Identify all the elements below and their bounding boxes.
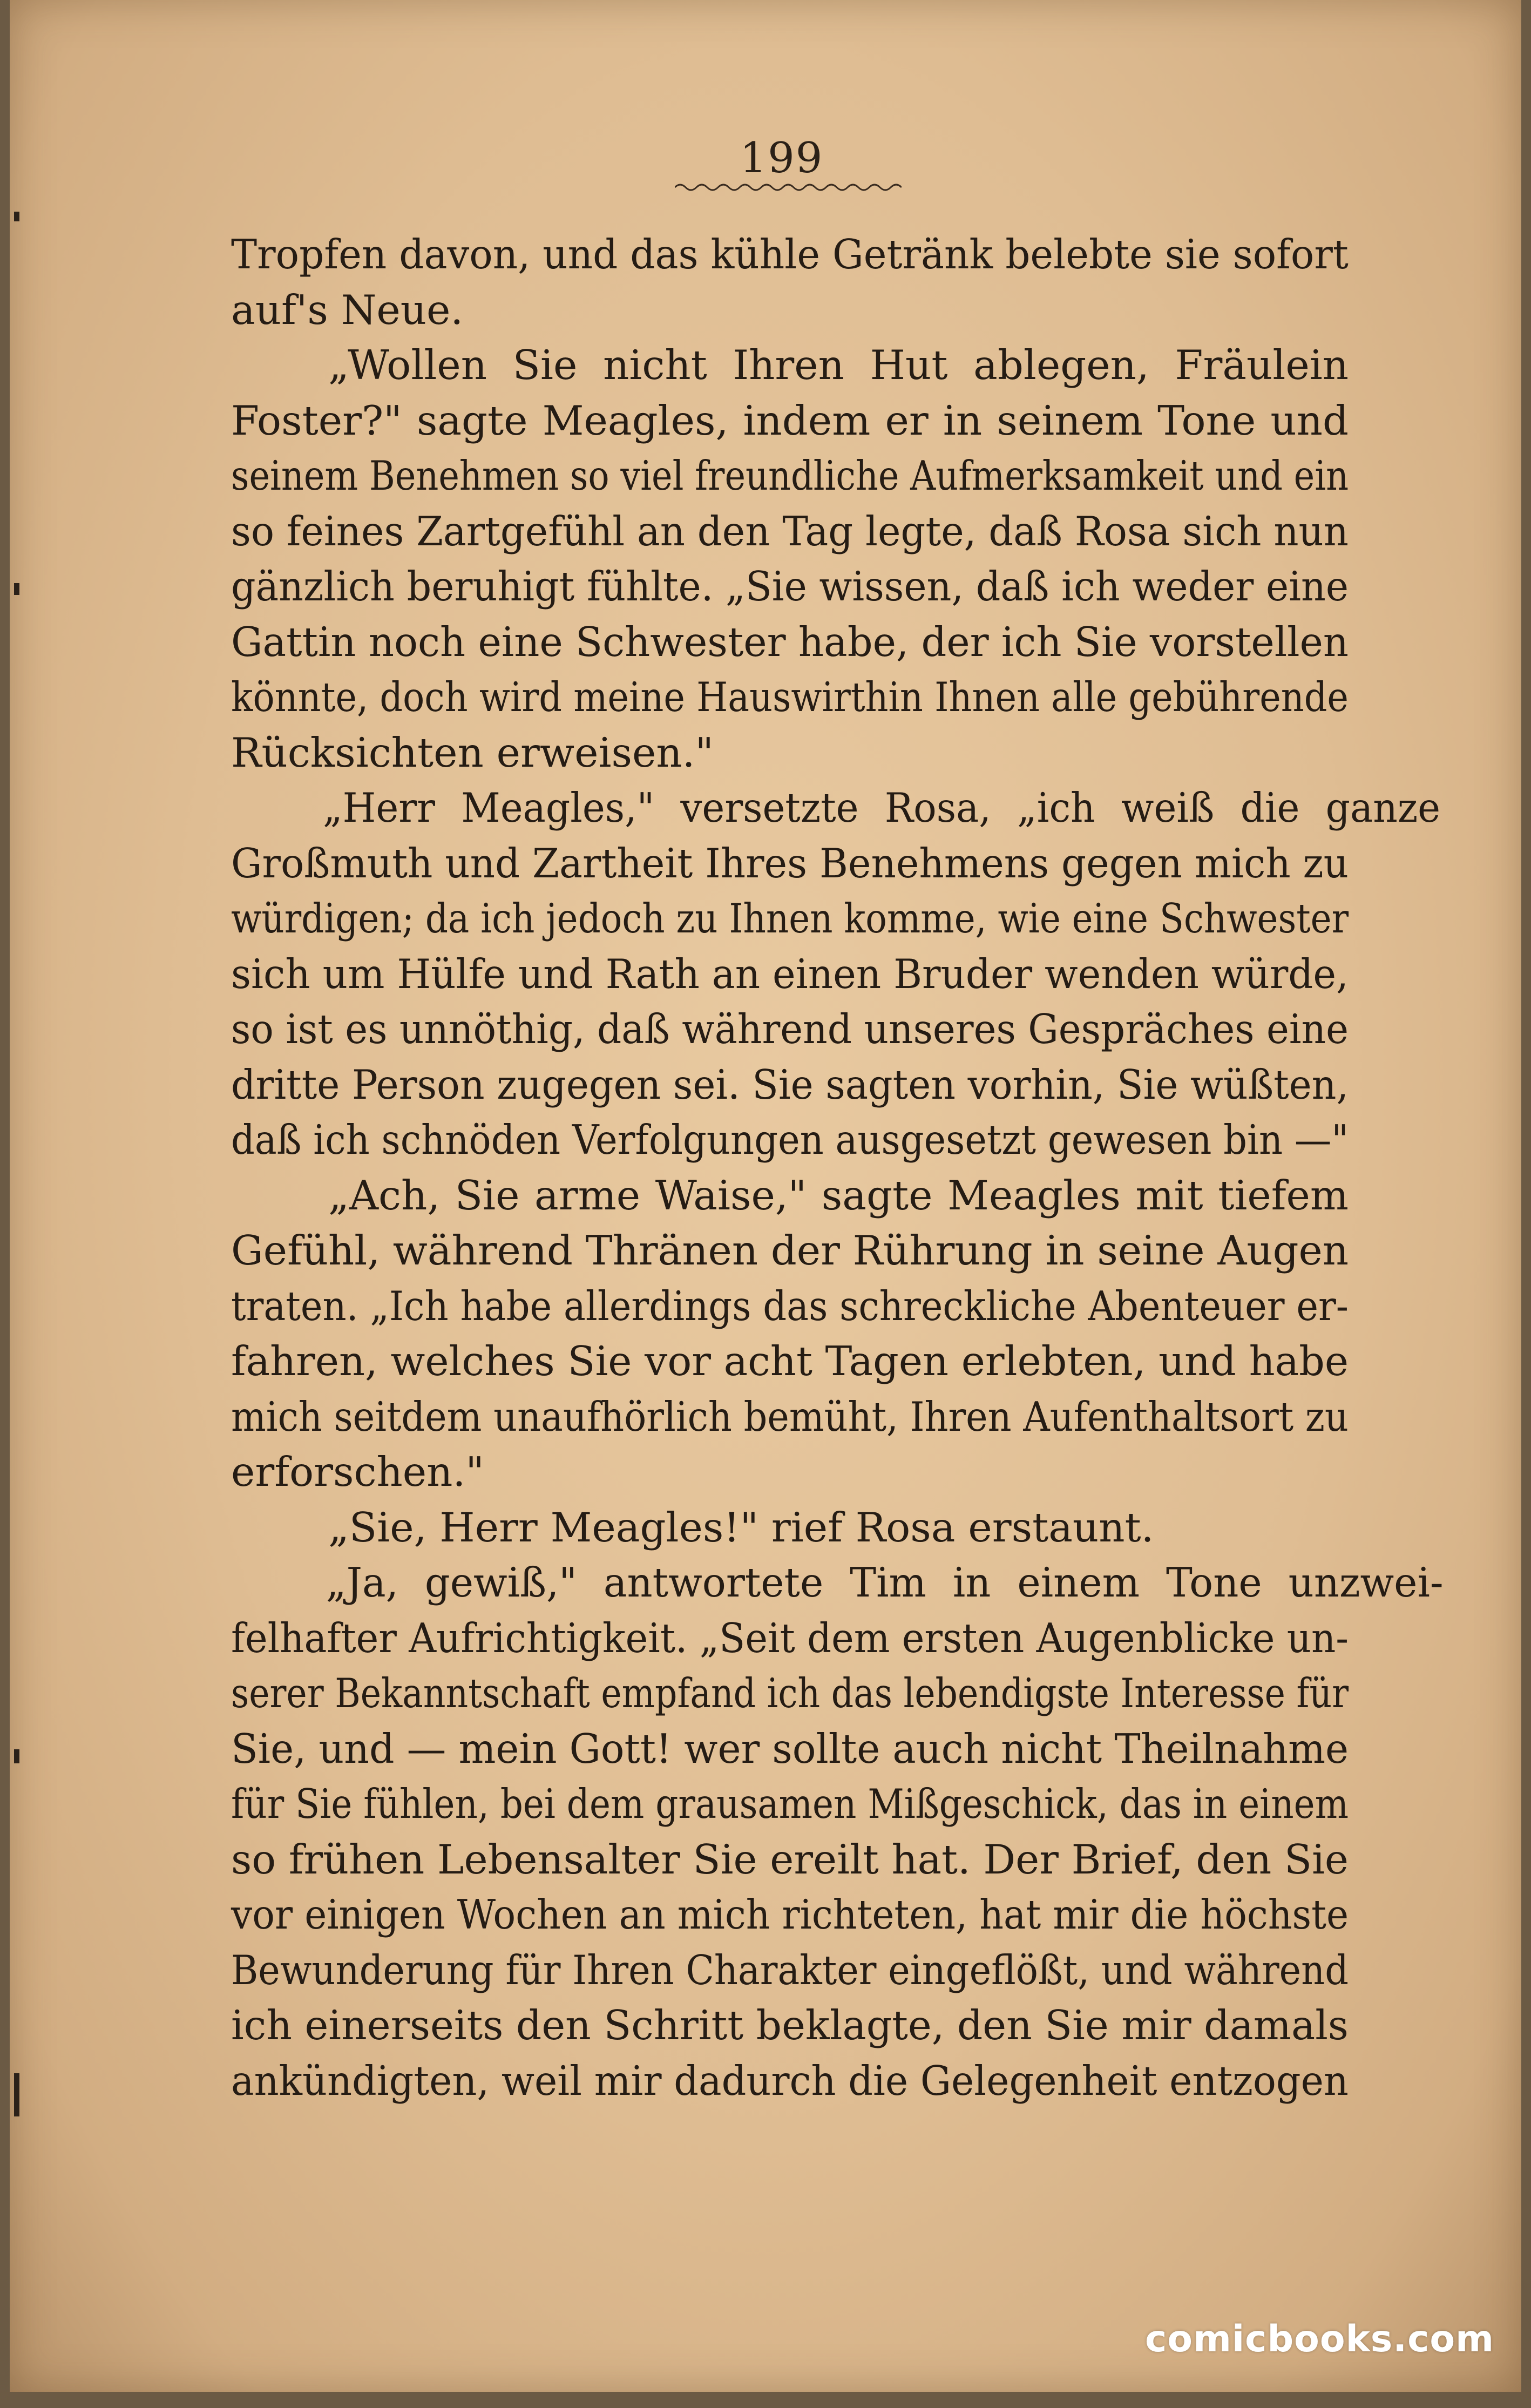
text-line: Gefühl, während Thränen der Rührung in seine Augen	[231, 1227, 1349, 1274]
ornament-divider	[675, 179, 902, 195]
text-line: so ist es unnöthig, daß während unseres Gespräches eine	[231, 1005, 1349, 1053]
text-line: Foster?" sagte Meagles, indem er in seinem Tone und	[231, 396, 1349, 444]
text-line: fahren, welches Sie vor acht Tagen erlebten, und habe	[231, 1337, 1349, 1385]
text-line: so feines Zartgefühl an den Tag legte, daß Rosa sich nun	[231, 507, 1349, 555]
body-text	[231, 227, 1444, 2108]
text-line: daß ich schnöden Verfolgungen ausgesetzt gewesen bin —"	[231, 1116, 1349, 1164]
text-line: erforschen."	[231, 1448, 484, 1496]
text-line: „Ach, Sie arme Waise," sagte Meagles mit tiefem	[328, 1171, 1349, 1219]
text-line: dritte Person zugegen sei. Sie sagten vorhin, Sie wüßten,	[231, 1060, 1349, 1108]
text-line: Gattin noch eine Schwester habe, der ich Sie vorstellen	[231, 618, 1349, 666]
text-line: „Herr Meagles," versetzte Rosa, „ich weiß die ganze	[322, 784, 1441, 831]
page-edge-mark	[14, 212, 19, 221]
text-line: felhafter Aufrichtigkeit. „Seit dem ersten Augenblicke un-	[231, 1614, 1349, 1662]
text-line: „Wollen Sie nicht Ihren Hut ablegen, Fräulein	[328, 341, 1349, 389]
text-line: traten. „Ich habe allerdings das schreckliche Abenteuer er-	[231, 1282, 1349, 1330]
text-line: sich um Hülfe und Rath an einen Bruder wenden würde,	[231, 950, 1349, 998]
text-line: für Sie fühlen, bei dem grausamen Mißgeschick, das in einem	[231, 1780, 1349, 1828]
text-line: seinem Benehmen so viel freundliche Aufmerksamkeit und ein	[231, 452, 1349, 499]
text-line: vor einigen Wochen an mich richteten, hat mir die höchste	[231, 1891, 1349, 1938]
text-line: ich einerseits den Schritt beklagte, den Sie mir damals	[231, 2001, 1349, 2049]
text-line: serer Bekanntschaft empfand ich das lebendigste Interesse für	[231, 1669, 1349, 1717]
text-line: würdigen; da ich jedoch zu Ihnen komme, wie eine Schwester	[231, 895, 1349, 942]
text-line: mich seitdem unaufhörlich bemüht, Ihren Aufenthaltsort zu	[231, 1392, 1349, 1440]
text-line: ankündigten, weil mir dadurch die Gelegenheit entzogen	[231, 2057, 1349, 2105]
text-line: „Ja, gewiß," antwortete Tim in einem Tone unzwei-	[326, 1559, 1444, 1606]
page-edge-mark	[14, 2073, 19, 2116]
page-edge-mark	[14, 1749, 19, 1763]
text-line: so frühen Lebensalter Sie ereilt hat. Der Brief, den Sie	[231, 1835, 1349, 1883]
page-number: 199	[740, 134, 824, 182]
text-line: Sie, und — mein Gott! wer sollte auch nicht Theilnahme	[231, 1724, 1349, 1773]
text-line: Großmuth und Zartheit Ihres Benehmens gegen mich zu	[231, 839, 1349, 887]
text-line: Bewunderung für Ihren Charakter eingeflößt, und während	[231, 1946, 1349, 1994]
book-page	[10, 0, 1521, 2392]
watermark: comicbooks.com	[1144, 2318, 1494, 2360]
text-line: gänzlich beruhigt fühlte. „Sie wissen, daß ich weder eine	[231, 563, 1349, 610]
text-line: könnte, doch wird meine Hauswirthin Ihnen alle gebührende	[231, 673, 1349, 721]
text-line: Tropfen davon, und das kühle Getränk belebte sie sofort	[231, 231, 1349, 278]
text-line: Rücksichten erweisen."	[231, 728, 714, 776]
text-line: „Sie, Herr Meagles!" rief Rosa erstaunt.	[328, 1503, 1154, 1551]
page-edge-mark	[14, 583, 19, 595]
text-line: auf's Neue.	[231, 286, 464, 334]
